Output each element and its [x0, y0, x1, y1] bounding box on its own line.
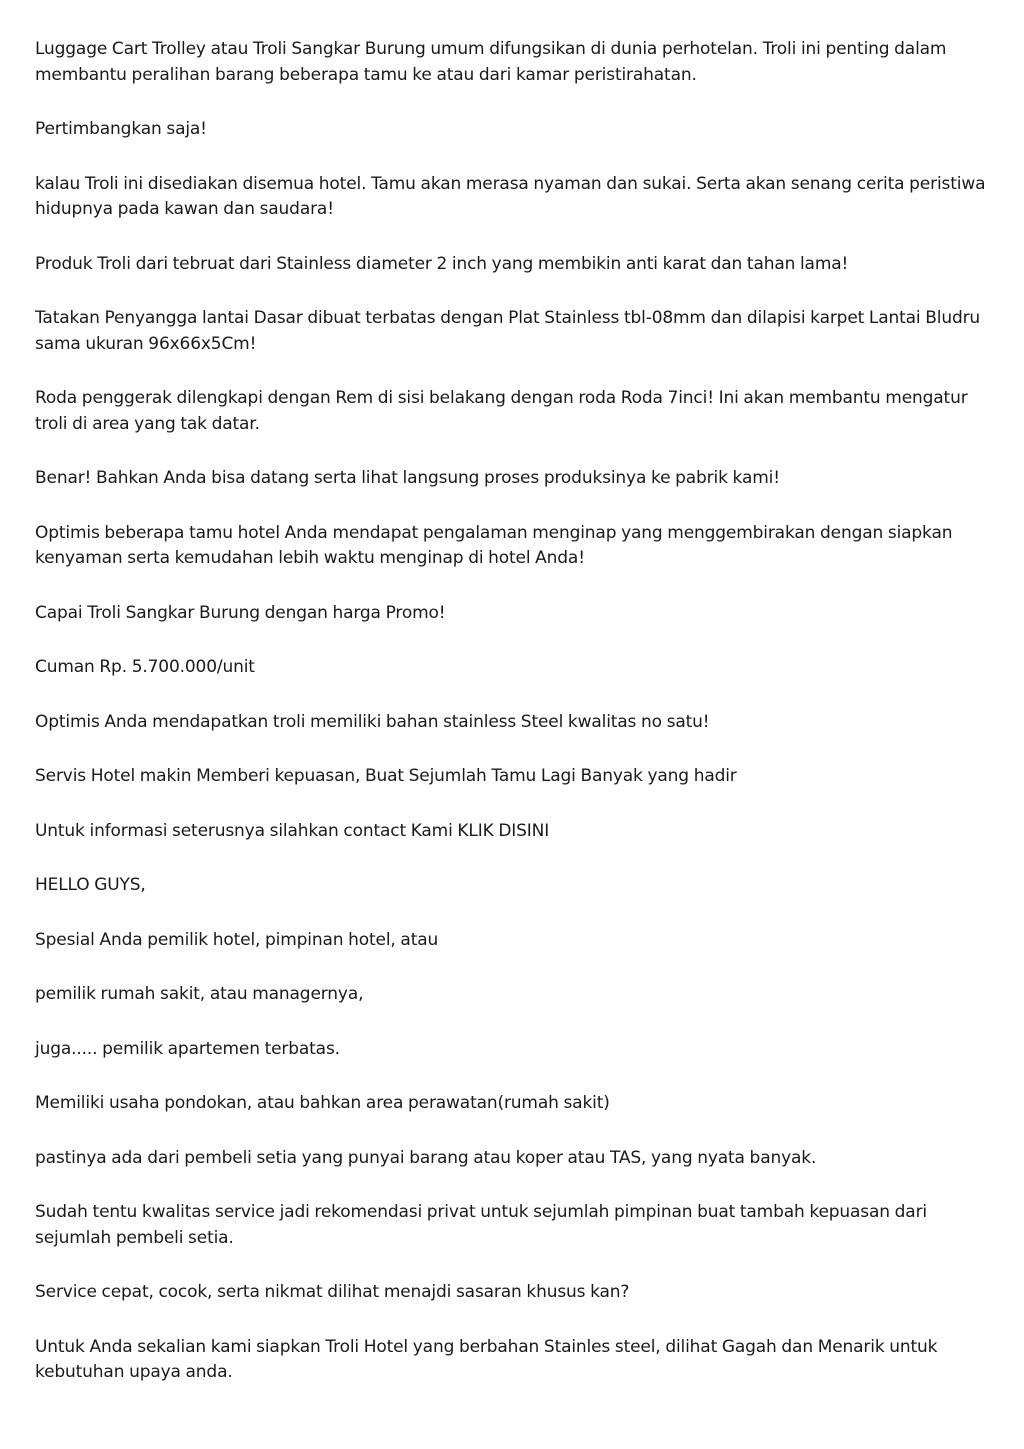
- paragraph-intro: Luggage Cart Trolley atau Troli Sangkar Burung umum difungsikan di dunia perhotelan. Troli ini penting dalam membantu peralihan barang beberapa tamu ke atau dari kamar peristirahatan.: [35, 39, 947, 85]
- paragraph-factory-visit: Benar! Bahkan Anda bisa datang serta lihat langsung proses produksinya ke pabrik kami!: [35, 468, 780, 488]
- paragraph-audience-hospital: pemilik rumah sakit, atau managernya,: [35, 984, 364, 1004]
- paragraph-offer: Untuk Anda sekalian kami siapkan Troli Hotel yang berbahan Stainles steel, dilihat Gagah dan Menarik untuk kebutuhan upaya anda.: [35, 1336, 938, 1382]
- paragraph-contact: Untuk informasi seterusnya silahkan contact Kami KLIK DISINI: [35, 820, 550, 841]
- paragraph-promo: Capai Troli Sangkar Burung dengan harga Promo!: [35, 602, 446, 623]
- paragraph-guest-experience: Optimis beberapa tamu hotel Anda mendapat pengalaman menginap yang menggembirakan dengan siapkan kenyaman serta kemudahan lebih waktu menginap di hotel Anda!: [35, 522, 953, 568]
- paragraph-audience-hotel: Spesial Anda pemilik hotel, pimpinan hotel, atau: [35, 929, 439, 950]
- paragraph-quality: Optimis Anda mendapatkan troli memiliki bahan stainless Steel kwalitas no satu!: [35, 711, 710, 732]
- paragraph-luggage: pastinya ada dari pembeli setia yang punyai barang atau koper atau TAS, yang nyata banyak.: [35, 1147, 817, 1168]
- paragraph-hotel-comfort: kalau Troli ini disediakan disemua hotel. Tamu akan merasa nyaman dan sukai. Serta akan senang cerita peristiwa hidupnya pada kawan dan saudara!: [35, 173, 986, 219]
- paragraph-greeting: HELLO GUYS,: [35, 875, 146, 895]
- paragraph-consider: Pertimbangkan saja!: [35, 119, 207, 139]
- paragraph-wheels: Roda penggerak dilengkapi dengan Rem di sisi belakang dengan roda Roda 7inci! Ini akan membantu mengatur troli di area yang tak datar.: [35, 388, 968, 434]
- paragraph-service: Servis Hotel makin Memberi kepuasan, Buat Sejumlah Tamu Lagi Banyak yang hadir: [35, 766, 737, 786]
- paragraph-service-quality: Sudah tentu kwalitas service jadi rekomendasi privat untuk sejumlah pimpinan buat tambah kepuasan dari sejumlah pembeli setia.: [35, 1202, 927, 1248]
- paragraph-price: Cuman Rp. 5.700.000/unit: [35, 657, 255, 677]
- paragraph-audience-lodging: Memiliki usaha pondokan, atau bahkan area perawatan(rumah sakit): [35, 1093, 610, 1113]
- paragraph-base-plate: Tatakan Penyangga lantai Dasar dibuat terbatas dengan Plat Stainless tbl-08mm dan dilapisi karpet Lantai Bludru sama ukuran 96x66x5Cm!: [35, 308, 981, 354]
- paragraph-audience-apartment: juga..... pemilik apartemen terbatas.: [35, 1038, 340, 1059]
- paragraph-service-target: Service cepat, cocok, serta nikmat dilihat menajdi sasaran khusus kan?: [35, 1282, 630, 1302]
- paragraph-material: Produk Troli dari tebruat dari Stainless diameter 2 inch yang membikin anti karat dan tahan lama!: [35, 253, 849, 274]
- document-page: [35, 37, 990, 1415]
